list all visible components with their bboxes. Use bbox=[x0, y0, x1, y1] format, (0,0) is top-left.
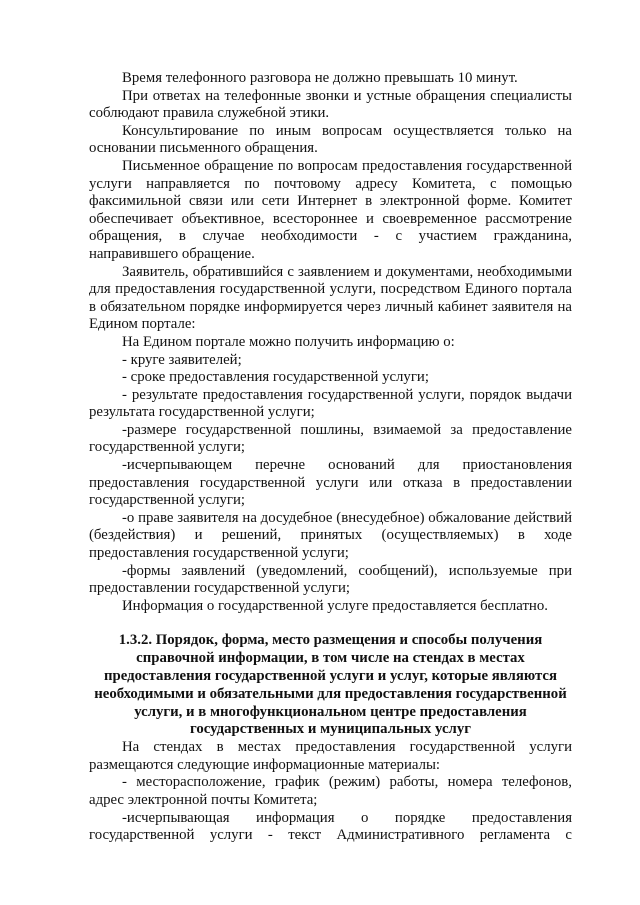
paragraph: Заявитель, обратившийся с заявлением и документами, необходимыми для предоставления государственной услуги, посредством Единого портала в обязательном порядке информируется через личный кабинет заявителя на Едином портале: bbox=[89, 263, 572, 333]
paragraph: На Едином портале можно получить информацию о: bbox=[122, 333, 455, 350]
section-heading: 1.3.2. Порядок, форма, место размещения и способы получения справочной информации, в том числе на стендах в местах предоставления государственной услуги и услуг, которые являются необходимыми и обязательными для предоставления государственной услуги, и в многофункциональном центре предоставления государственных и муниципальных услуг bbox=[94, 632, 567, 738]
paragraph: На стендах в местах предоставления государственной услуги размещаются следующие информационные материалы: bbox=[89, 739, 572, 773]
list-item: -о праве заявителя на досудебное (внесудебное) обжалование действий (бездействия) и решений, принятых (осуществляемых) в ходе предоставления государственной услуги; bbox=[89, 509, 572, 562]
document-body bbox=[89, 70, 572, 845]
list-item: - результате предоставления государственной услуги, порядок выдачи результата государственной услуги; bbox=[89, 386, 572, 421]
paragraph: При ответах на телефонные звонки и устные обращения специалисты соблюдают правила служебной этики. bbox=[89, 87, 572, 122]
paragraph: Информация о государственной услуге предоставляется бесплатно. bbox=[122, 597, 548, 614]
list-item: - месторасположение, график (режим) работы, номера телефонов, адрес электронной почты Комитета; bbox=[89, 774, 572, 808]
list-item: -исчерпывающая информация о порядке предоставления государственной услуги - текст Административного регламента с bbox=[89, 809, 572, 844]
paragraph: Письменное обращение по вопросам предоставления государственной услуги направляется по почтовому адресу Комитета, с помощью факсимильной связи или сети Интернет в электронной форме. Комитет обеспечивает объективное, всестороннее и своевременное рассмотрение обращения, в случае необходимости - с участием гражданина, направившего обращение. bbox=[89, 157, 572, 262]
paragraph: Время телефонного разговора не должно превышать 10 минут. bbox=[122, 70, 518, 86]
list-item: -размере государственной пошлины, взимаемой за предоставление государственной услуги; bbox=[89, 421, 572, 456]
list-item: -формы заявлений (уведомлений, сообщений), используемые при предоставлении государственной услуги; bbox=[89, 562, 572, 597]
list-item: - круге заявителей; bbox=[122, 351, 242, 368]
list-item: - сроке предоставления государственной услуги; bbox=[122, 369, 429, 386]
paragraph: Консультирование по иным вопросам осуществляется только на основании письменного обращения. bbox=[89, 122, 572, 157]
list-item: -исчерпывающем перечне оснований для приостановления предоставления государственной услуги или отказа в предоставлении государственной услуги; bbox=[89, 457, 572, 509]
